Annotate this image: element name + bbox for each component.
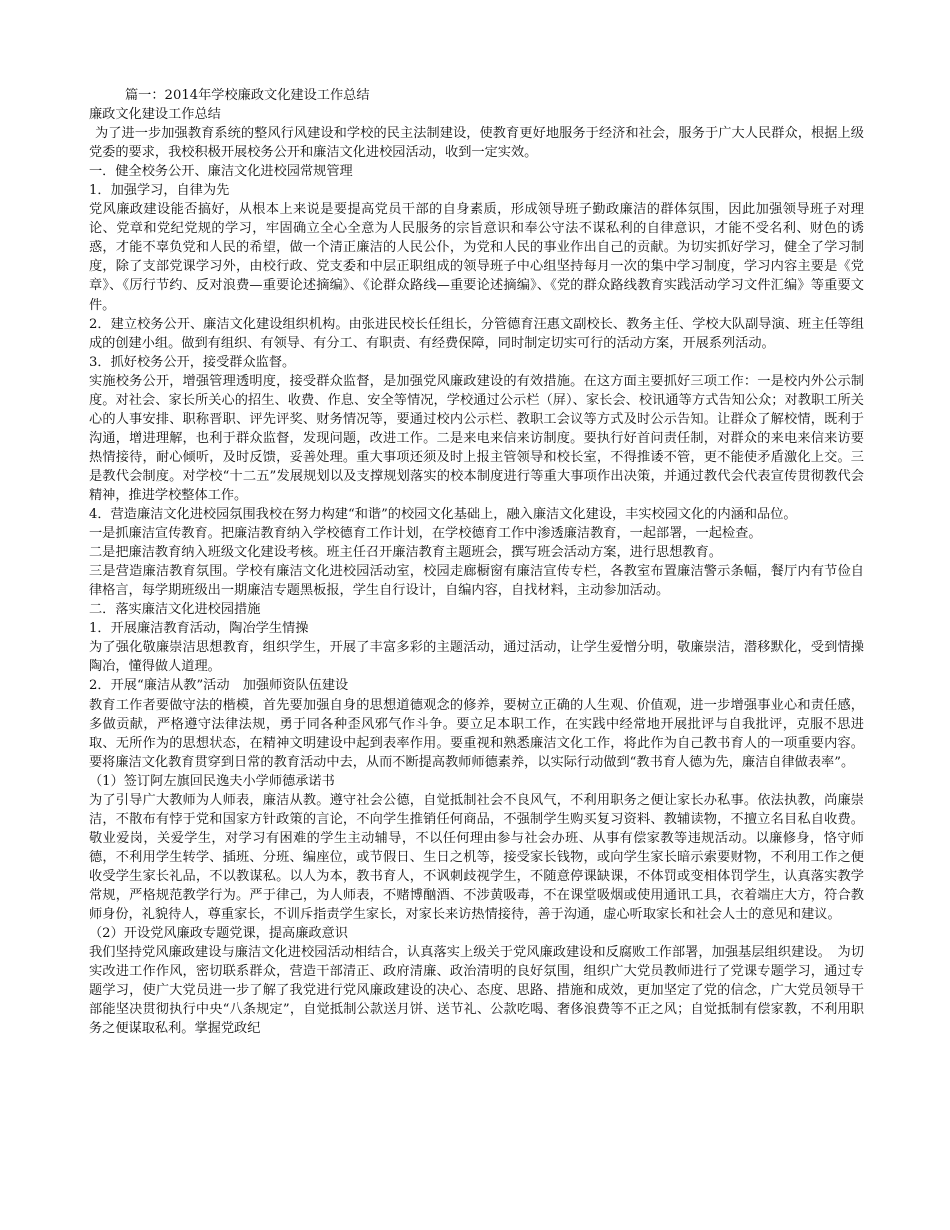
document-title: 篇一：2014年学校廉政文化建设工作总结 — [125, 88, 370, 103]
subheading-1-3: 3．抓好校务公开，接受群众监督。 — [89, 354, 296, 370]
paragraph-study: 党风廉政建设能否搞好，从根本上来说是要提高党员干部的自身素质，形成领导班子勤政廉洁的群体氛围，因此加强领导班子对理论、党章和党纪党规的学习，牢固确立全心全意为人民服务的宗旨意识和奉公守法不谋私利的自律意识，才能不受名利、财色的诱惑，才能不辜负党和人民的希望，做一个清正廉洁的人民公仆，为党和人民的事业作出自己的贡献。为切实抓好学习，健全了学习制度，除了支部党课学习外，由校行政、党支委和中层正职组成的领导班子中心组坚持每月一次的集中学习制度，学习内容主要是《党章》、《厉行节约、反对浪费—重要论述摘编》、《论群众路线—重要论述摘编》、《党的群众路线教育实践活动学习文件汇编》等重要文件。 — [89, 202, 864, 313]
paragraph-point-one: 一是抓廉洁宣传教育。把廉洁教育纳入学校德育工作计划，在学校德育工作中渗透廉洁教育，一起部署，一起检查。 — [89, 526, 762, 542]
paragraph-student-education: 为了强化敬廉崇洁思想教育，组织学生，开展了丰富多彩的主题活动，通过活动，让学生爱憎分明，敬廉崇洁，潜移默化，受到情操陶冶，懂得做人道理。 — [89, 640, 864, 675]
subheading-2-1: 1．开展廉洁教育活动，陶冶学生情操 — [89, 621, 309, 637]
subheading-1-1: 1．加强学习，自律为先 — [89, 183, 230, 199]
subheading-pledge: （1）签订阿左旗回民逸夫小学师德承诺书 — [89, 773, 335, 789]
section-heading-2: 二．落实廉洁文化进校园措施 — [89, 602, 261, 618]
paragraph-teacher-conduct: 教育工作者要做守法的楷模，首先要加强自身的思想道德观念的修养，要树立正确的人生观、价值观，进一步增强事业心和责任感，多做贡献，严格遵守法律法规，勇于同各种歪风邪气作斗争。要立足本职工作，在实践中经常地开展批评与自我批评，克服不思进取、无所作为的思想状态，在精神文明建设中起到表率作用。要重视和熟悉廉洁文化工作，将此作为自己教书育人的一项重要内容。要将廉洁文化教育贯穿到日常的教育活动中去，从而不断提高教师师德素养，以实际行动做到“教书育人德为先，廉洁自律做表率”。 — [89, 697, 864, 770]
paragraph-point-two: 二是把廉洁教育纳入班级文化建设考核。班主任召开廉洁教育主题班会，撰写班会活动方案，进行思想教育。 — [89, 545, 722, 561]
paragraph-organization: 2．建立校务公开、廉洁文化建设组织机构。由张进民校长任组长，分管德育汪惠文副校长、教务主任、学校大队副导演、班主任等组成的创建小组。做到有组织、有领导、有分工、有职责、有经费保障，同时制定切实可行的活动方案，开展系列活动。 — [89, 316, 864, 351]
intro-paragraph: 为了进一步加强教育系统的整风行风建设和学校的民主法制建设，使教育更好地服务于经济和社会，服务于广大人民群众，根据上级党委的要求，我校积极开展校务公开和廉洁文化进校园活动，收到一定实效。 — [89, 126, 864, 161]
document-subtitle: 廉政文化建设工作总结 — [89, 107, 221, 123]
document-page — [89, 86, 864, 1038]
paragraph-atmosphere: 4．营造廉洁文化进校园氛围我校在努力构建“和谐”的校园文化基础上，融入廉洁文化建设，丰实校园文化的内涵和品位。 — [89, 507, 797, 523]
paragraph-pledge: 为了引导广大教师为人师表，廉洁从教。遵守社会公德，自觉抵制社会不良风气，不利用职务之便让家长办私事。依法执教，尚廉崇洁，不散布有悖于党和国家方针政策的言论，不向学生推销任何商品，不强制学生购买复习资料、教辅读物，不擅立名目私自收费。敬业爱岗，关爱学生，对学习有困难的学生主动辅导，不以任何理由参与社会办班、从事有偿家教等违规活动。以廉修身，恪守师德，不利用学生转学、插班、分班、编座位，或节假日、生日之机等，接受家长钱物，或向学生家长暗示索要财物，不利用工作之便收受学生家长礼品，不以教谋私。以人为本，教书育人，不讽刺歧视学生，不随意停课缺课，不体罚或变相体罚学生，认真落实教学常规，严格规范教学行为。严于律己，为人师表，不赌博酗酒、不涉黄吸毒，不在课堂吸烟或使用通讯工具，衣着端庄大方，符合教师身份，礼貌待人，尊重家长，不训斥指责学生家长，对家长来访热情接待，善于沟通，虚心听取家长和社会人士的意见和建议。 — [89, 792, 864, 923]
subheading-2-2: 2．开展“廉洁从教”活动 加强师资队伍建设 — [89, 678, 349, 694]
paragraph-point-three: 三是营造廉洁教育氛围。学校有廉洁文化进校园活动室，校园走廊橱窗有廉洁宣传专栏，各教室布置廉洁警示条幅，餐厅内有节俭自律格言，每学期班级出一期廉洁专题黑板报，学生自行设计，自编内容，自找材料，主动参加活动。 — [89, 564, 864, 599]
paragraph-party-lecture: 我们坚持党风廉政建设与廉洁文化进校园活动相结合，认真落实上级关于党风廉政建设和反腐败工作部署，加强基层组织建设。 为切实改进工作作风，密切联系群众，营造干部清正、政府清廉、政治清明的良好氛围，组织广大党员教师进行了党课专题学习，通过专题学习，使广大党员进一步了解了我党进行党风廉政建设的决心、态度、思路、措施和成效，更加坚定了党的信念，广大党员领导干部能坚决贯彻执行中央“八条规定”，自觉抵制公款送月饼、送节礼、公款吃喝、奢侈浪费等不正之风；自觉抵制有偿家教，不利用职务之便谋取私利。掌握党政纪 — [89, 945, 864, 1037]
paragraph-disclosure: 实施校务公开，增强管理透明度，接受群众监督，是加强党风廉政建设的有效措施。在这方面主要抓好三项工作：一是校内外公示制度。对社会、家长所关心的招生、收费、作息、安全等情况，学校通过公示栏（屏）、家长会、校讯通等方式告知公众；对教职工所关心的人事安排、职称晋职、评先评奖、财务情况等，要通过校内公示栏、教职工会议等方式及时公示告知。让群众了解校情，既利于沟通，增进理解，也利于群众监督，发现问题，改进工作。二是来电来信来访制度。要执行好首问责任制，对群众的来电来信来访要热情接待，耐心倾听，及时反馈，妥善处理。重大事项还须及时上报主管领导和校长室，不得推诿不管，更不能使矛盾激化上交。三是教代会制度。对学校“十二五”发展规划以及支撑规划落实的校本制度进行等重大事项作出决策，并通过教代会代表宣传贯彻教代会精神，推进学校整体工作。 — [89, 373, 864, 503]
section-heading-1: 一．健全校务公开、廉洁文化进校园常规管理 — [89, 164, 353, 180]
subheading-party-lecture: （2）开设党风廉政专题党课，提高廉政意识 — [89, 926, 348, 942]
